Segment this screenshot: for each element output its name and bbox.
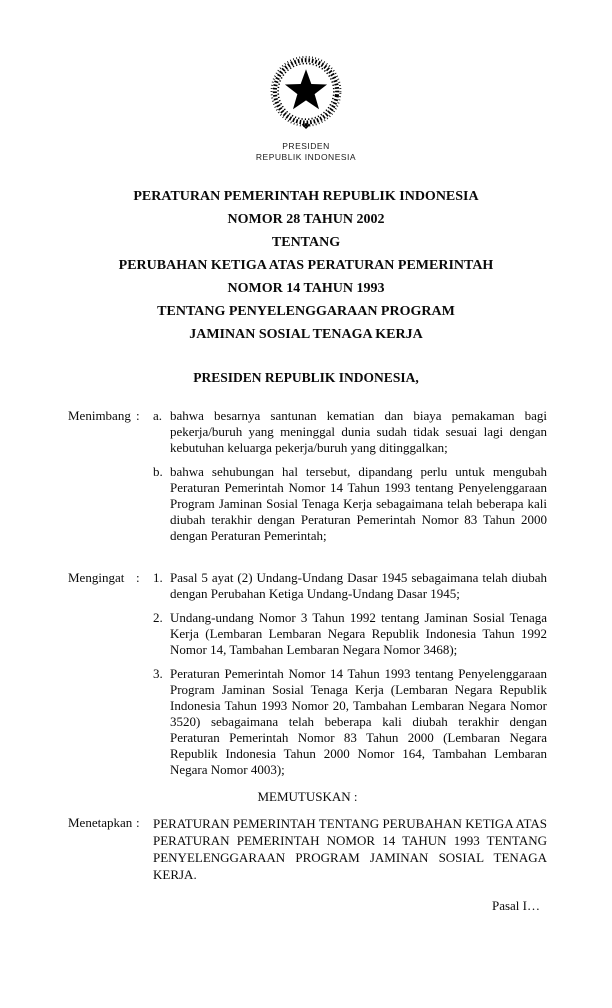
- considering-items: [153, 408, 547, 544]
- continuation-note: Pasal I…: [491, 898, 540, 913]
- letterhead-org-line1: PRESIDEN: [282, 141, 330, 151]
- considering-label: Menimbang: [68, 408, 131, 423]
- title-line: PERUBAHAN KETIGA ATAS PERATURAN PEMERINTAH: [118, 258, 494, 273]
- title-line: PERATURAN PEMERINTAH REPUBLIK INDONESIA: [133, 189, 479, 204]
- item-marker: a.: [153, 408, 163, 423]
- salutation: PRESIDEN REPUBLIK INDONESIA,: [193, 370, 419, 385]
- recalling-item-3: [153, 666, 547, 778]
- item-text: Undang-undang Nomor 3 Tahun 1992 tentang Jaminan Sosial Tenaga Kerja (Lembaran Lembaran Negara Republik Indonesia Tahun 1992 Nomor 14, Tambahan Lembaran Negara Nomor 3468);: [170, 610, 547, 657]
- recalling-clause: [68, 570, 547, 778]
- title-line: TENTANG PENYELENGGARAAN PROGRAM: [157, 304, 455, 319]
- item-marker: 2.: [153, 610, 163, 625]
- item-marker: 1.: [153, 570, 163, 585]
- title-line: NOMOR 28 TAHUN 2002: [227, 212, 385, 227]
- letterhead: [0, 0, 612, 163]
- title-line: TENTANG: [271, 235, 341, 250]
- considering-colon: :: [136, 408, 140, 423]
- recalling-colon: :: [136, 570, 140, 585]
- letterhead-org-line2: REPUBLIK INDONESIA: [255, 152, 357, 162]
- considering-item-a: [153, 408, 547, 456]
- enacting-colon: :: [136, 815, 140, 830]
- item-text: bahwa sehubungan hal tersebut, dipandang perlu untuk mengubah Peraturan Pemerintah Nomor 14 Tahun 1993 tentang Penyelenggaraan Program Jaminan Sosial Tenaga Kerja sebagaimana telah beberapa kali diubah terakhir dengan Peraturan Pemerintah Nomor 83 Tahun 2000 dengan Peraturan Pemerintah;: [170, 464, 547, 543]
- title-line: JAMINAN SOSIAL TENAGA KERJA: [189, 327, 423, 342]
- document-title: [0, 185, 612, 346]
- star-wreath-emblem-icon: [265, 52, 347, 134]
- enacting-clause: [68, 815, 547, 883]
- title-line: NOMOR 14 TAHUN 1993: [227, 281, 385, 296]
- item-text: bahwa besarnya santunan kematian dan biaya pemakaman bagi pekerja/buruh yang meninggal dunia sudah tidak sesuai lagi dengan kebutuhan keluarga pekerja/buruh yang ditinggalkan;: [170, 408, 547, 455]
- recalling-label: Mengingat: [68, 570, 125, 585]
- item-marker: b.: [153, 464, 163, 479]
- considering-clause: [68, 408, 547, 544]
- item-marker: 3.: [153, 666, 163, 681]
- enacting-label: Menetapkan: [68, 815, 133, 830]
- enacting-text: PERATURAN PEMERINTAH TENTANG PERUBAHAN KETIGA ATAS PERATURAN PEMERINTAH NOMOR 14 TAHUN 1993 TENTANG PENYELENGGARAAN PROGRAM JAMINAN SOSIAL TENAGA KERJA.: [153, 816, 547, 882]
- item-text: Pasal 5 ayat (2) Undang-Undang Dasar 1945 sebagaimana telah diubah dengan Perubahan Ketiga Undang-Undang Dasar 1945;: [170, 570, 547, 601]
- recalling-item-2: [153, 610, 547, 658]
- recalling-items: [153, 570, 547, 778]
- item-text: Peraturan Pemerintah Nomor 14 Tahun 1993 tentang Penyelenggaraan Program Jaminan Sosial Tenaga Kerja (Lembaran Negara Republik Indonesia Tahun 1993 Nomor 20, Tambahan Lembaran Negara Nomor 3520) sebagaimana telah beberapa kali diubah terakhir dengan Peraturan Pemerintah Nomor 83 Tahun 2000 (Lembaran Negara Republik Indonesia Tahun 2000 Nomor 164, Tambahan Lembaran Negara Nomor 4003);: [170, 666, 547, 777]
- document-body: [68, 408, 547, 914]
- considering-item-b: [153, 464, 547, 544]
- letterhead-caption: [0, 141, 612, 163]
- decision-heading: MEMUTUSKAN :: [257, 789, 358, 804]
- recalling-item-1: [153, 570, 547, 602]
